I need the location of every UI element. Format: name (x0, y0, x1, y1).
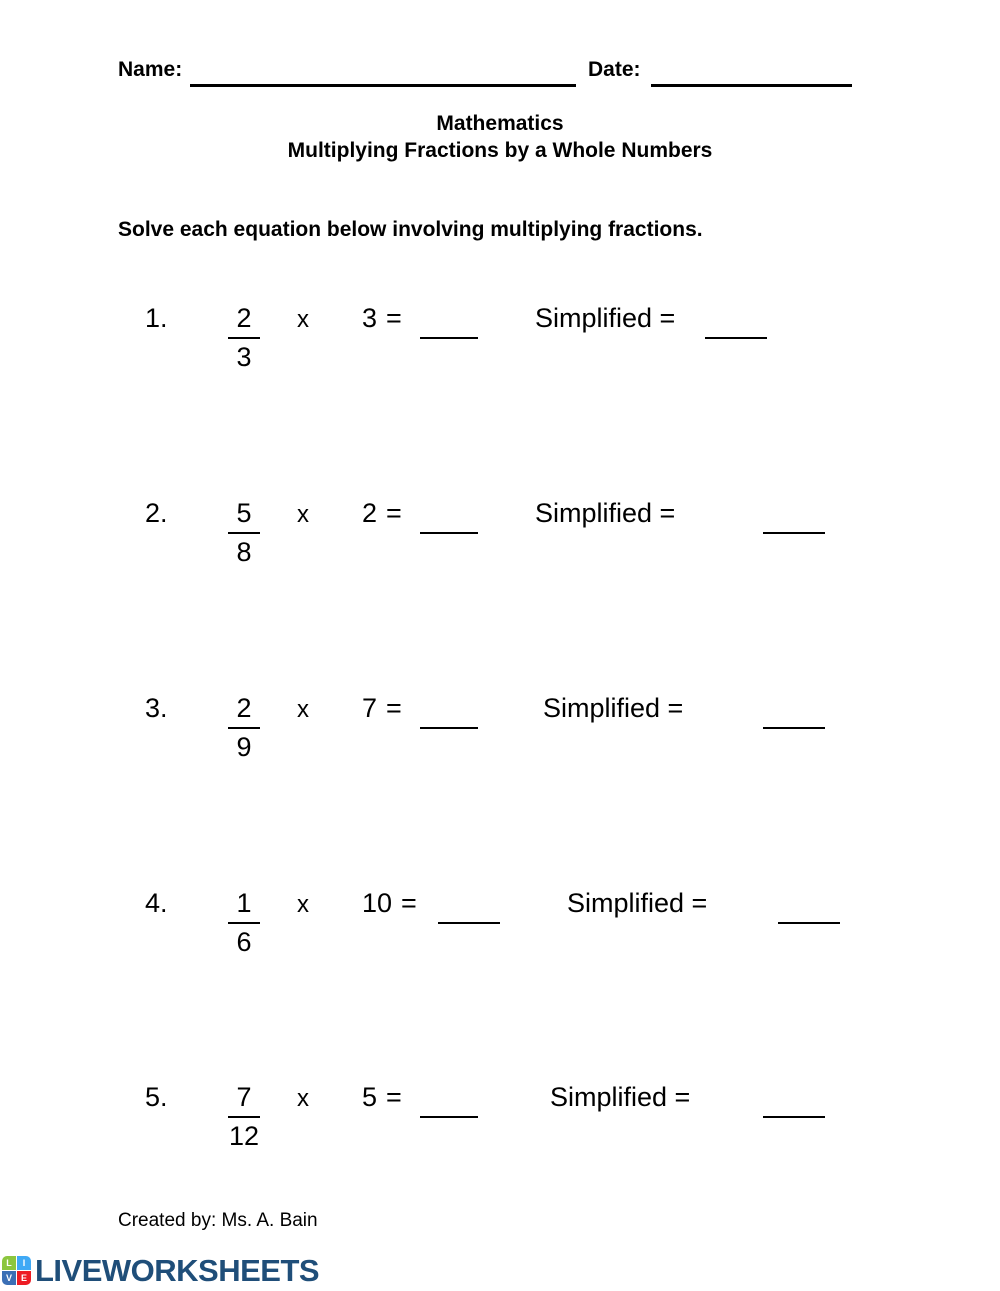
logo-square-v: V (2, 1271, 16, 1285)
equals-sign: = (386, 498, 402, 528)
liveworksheets-wordmark: LIVEWORKSHEETS (35, 1253, 320, 1288)
problem-row-5 (0, 1082, 1000, 1166)
simplified-answer-blank[interactable] (705, 303, 767, 339)
problem-number: 2. (145, 498, 168, 528)
multiplier-and-equals (362, 498, 402, 529)
simplified-label: Simplified = (567, 888, 708, 918)
multiplication-sign: x (297, 501, 309, 528)
simplified-label: Simplified = (535, 498, 676, 528)
simplified-answer-blank[interactable] (763, 1082, 825, 1118)
logo-square-e: E (17, 1271, 31, 1285)
fraction-numerator: 2 (228, 693, 259, 729)
whole-number-multiplier: 10 (362, 888, 393, 918)
problem-number: 3. (145, 693, 168, 723)
whole-number-multiplier: 7 (362, 693, 378, 723)
multiplication-sign: x (297, 1085, 309, 1112)
fraction-denominator: 12 (228, 1121, 260, 1151)
fraction-denominator: 8 (236, 537, 252, 567)
equals-sign: = (386, 693, 402, 723)
fraction-denominator: 3 (236, 342, 252, 372)
problem-number: 5. (145, 1082, 168, 1112)
fraction (210, 303, 278, 373)
multiplication-sign: x (297, 891, 309, 918)
fraction-denominator: 6 (236, 927, 252, 957)
fraction-numerator: 5 (228, 498, 259, 534)
equals-sign: = (386, 1082, 402, 1112)
multiplier-and-equals (362, 303, 402, 334)
fraction-denominator: 9 (236, 732, 252, 762)
multiplier-and-equals (362, 888, 417, 919)
equals-sign: = (386, 303, 402, 333)
liveworksheets-logo-icon (2, 1256, 31, 1285)
name-label: Name: (118, 58, 183, 81)
name-fill-line[interactable] (190, 84, 576, 87)
multiplier-and-equals (362, 693, 402, 724)
fraction (210, 498, 278, 568)
created-by-text: Created by: Ms. A. Bain (118, 1210, 318, 1231)
product-answer-blank[interactable] (420, 693, 478, 729)
problem-number: 1. (145, 303, 168, 333)
fraction-numerator: 2 (228, 303, 259, 339)
simplified-label: Simplified = (543, 693, 684, 723)
simplified-answer-blank[interactable] (763, 498, 825, 534)
worksheet-subject-title: Mathematics (436, 112, 564, 135)
simplified-label: Simplified = (535, 303, 676, 333)
liveworksheets-logo (2, 1253, 319, 1286)
whole-number-multiplier: 5 (362, 1082, 378, 1112)
whole-number-multiplier: 3 (362, 303, 378, 333)
equals-sign: = (401, 888, 417, 918)
fraction-numerator: 1 (228, 888, 259, 924)
date-label: Date: (588, 58, 641, 81)
multiplier-and-equals (362, 1082, 402, 1113)
whole-number-multiplier: 2 (362, 498, 378, 528)
multiplication-sign: x (297, 306, 309, 333)
simplified-label: Simplified = (550, 1082, 691, 1112)
instructions-text: Solve each equation below involving multiplying fractions. (118, 218, 703, 241)
logo-square-l: L (2, 1256, 16, 1270)
problem-row-2 (0, 498, 1000, 582)
problem-number: 4. (145, 888, 168, 918)
product-answer-blank[interactable] (438, 888, 500, 924)
problem-row-4 (0, 888, 1000, 972)
fraction-numerator: 7 (228, 1082, 259, 1118)
multiplication-sign: x (297, 696, 309, 723)
product-answer-blank[interactable] (420, 303, 478, 339)
problem-row-1 (0, 303, 1000, 387)
logo-square-i: I (17, 1256, 31, 1270)
product-answer-blank[interactable] (420, 1082, 478, 1118)
product-answer-blank[interactable] (420, 498, 478, 534)
worksheet-topic-title: Multiplying Fractions by a Whole Numbers (287, 139, 713, 162)
fraction (210, 693, 278, 763)
date-fill-line[interactable] (651, 84, 852, 87)
problem-row-3 (0, 693, 1000, 777)
simplified-answer-blank[interactable] (763, 693, 825, 729)
fraction (210, 1082, 278, 1152)
simplified-answer-blank[interactable] (778, 888, 840, 924)
fraction (210, 888, 278, 958)
